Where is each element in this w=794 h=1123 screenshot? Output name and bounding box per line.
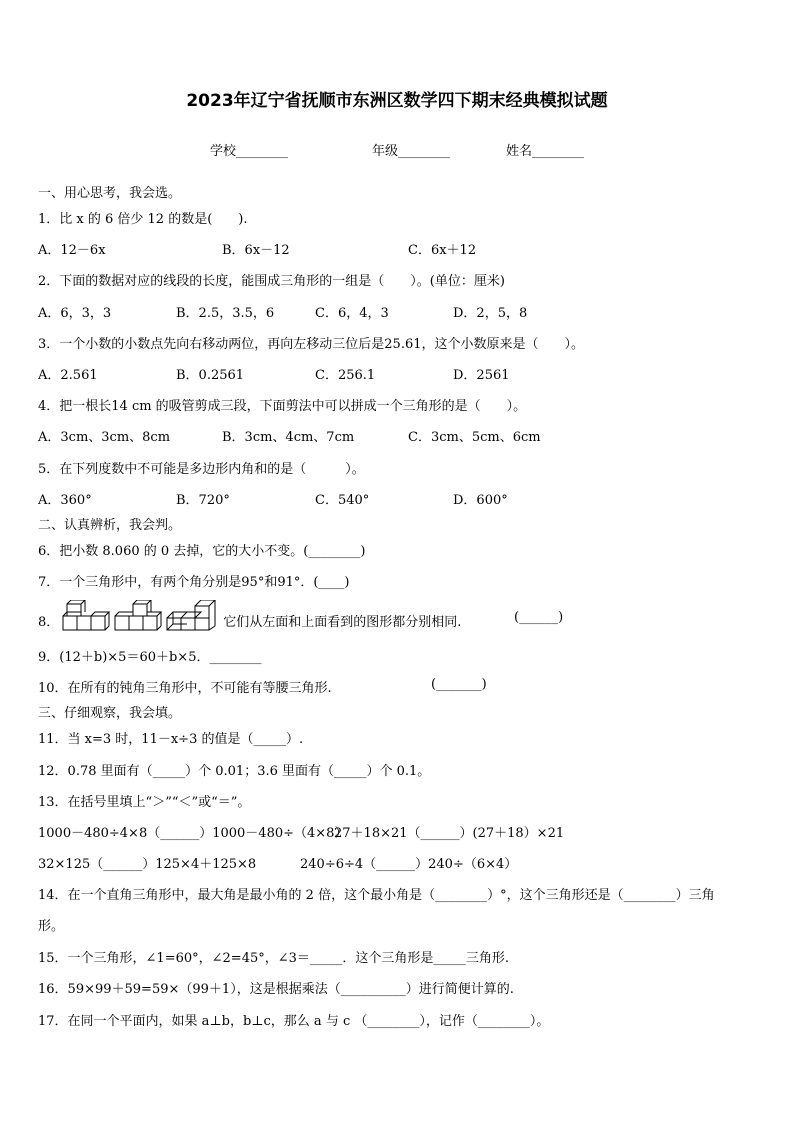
exam-title: 2023年辽宁省抚顺市东洲区数学四下期末经典模拟试题 [186,91,608,111]
school-field: 学校________ [210,144,289,159]
question-7: 7．一个三角形中，有两个角分别是95°和91°．(____) [38,575,350,590]
q1-option-c: C．6x＋12 [408,243,477,258]
question-14-line-1: 14．在一个直角三角形中，最大角是最小角的 2 倍，这个最小角是（________）°，这个三角形还是（________）三角 [38,888,715,903]
q8-text: 它们从左面和上面看到的图形都分别相同. [223,615,462,630]
question-5: 5．在下列度数中不可能是多边形内角和的是（ ）。 [38,462,365,477]
q1-option-b: B．6x－12 [222,243,290,258]
cube-figure-1 [63,600,109,630]
name-field: 姓名________ [506,144,585,159]
q5-option-d: D．600° [453,493,508,508]
q5-option-a: A．360° [38,493,92,508]
section-heading-3: 三、仔细观察，我会填。 [38,706,182,721]
q4-option-b: B．3cm、4cm、7cm [222,430,355,445]
q3-option-d: D．2561 [453,368,510,383]
q1-option-a: A．12－6x [38,243,106,258]
q4-option-c: C．3cm、5cm、6cm [408,430,541,445]
q2-option-d: D．2，5，8 [453,306,528,321]
question-17: 17．在同一个平面内，如果 a⊥b，b⊥c，那么 a 与 c （________），记作（________）。 [38,1014,550,1029]
question-9: 9．(12＋b)×5＝60＋b×5．________ [38,650,262,665]
question-16: 16．59×99＋59=59×（99＋1），这是根据乘法（__________）进行简便计算的. [38,982,514,997]
q8-answer-blank[interactable]: (______) [514,610,564,625]
cube-figure-2 [115,600,161,630]
question-10: 10．在所有的钝角三角形中，不可能有等腰三角形. [38,681,332,696]
question-6: 6．把小数 8.060 的 0 去掉，它的大小不变。(________) [38,544,366,559]
q3-option-a: A．2.561 [38,368,98,383]
q13-compare-1: 1000－480÷4×8（______）1000－480÷（4×8） [38,826,348,841]
question-3: 3．一个小数的小数点先向右移动两位，再向左移动三位后是25.61，这个小数原来是（ ）。 [38,337,584,352]
question-12: 12．0.78 里面有（_____）个 0.01；3.6 里面有（_____）个 0.1。 [38,764,431,779]
question-2: 2．下面的数据对应的线段的长度，能围成三角形的一组是（ ）。(单位：厘米) [38,274,505,289]
q5-option-b: B．720° [176,493,230,508]
cube-figures [61,600,221,638]
q4-option-a: A．3cm、3cm、8cm [38,430,171,445]
q2-option-a: A．6，3，3 [38,306,112,321]
q2-option-b: B．2.5，3.5，6 [176,306,275,321]
question-14-line-2: 形。 [38,919,65,934]
question-8 [38,600,764,638]
q13-compare-4: 240÷6÷4（______）240÷（6×4） [300,857,518,872]
question-15: 15．一个三角形，∠1=60°，∠2=45°，∠3＝_____．这个三角形是_____三角形. [38,951,510,966]
q13-compare-2: 27＋18×21（______）(27＋18）×21 [334,826,565,841]
grade-field: 年级________ [372,144,451,159]
q13-compare-3: 32×125（______）125×4＋125×8 [38,857,257,872]
q3-option-c: C．256.1 [315,368,376,383]
q2-option-c: C．6，4，3 [315,306,389,321]
section-heading-2: 二、认真辨析，我会判。 [38,518,182,533]
question-11: 11．当 x=3 时，11－x÷3 的值是（_____）. [38,732,304,747]
q3-option-b: B．0.2561 [176,368,245,383]
cube-figure-3 [167,600,215,630]
q8-number: 8． [38,615,60,630]
q10-answer-blank[interactable]: (_______) [431,677,487,692]
question-4: 4．把一根长14 cm 的吸管剪成三段，下面剪法中可以拼成一个三角形的是（ ）。 [38,399,527,414]
question-13: 13．在括号里填上“＞”“＜”或“＝”。 [38,795,251,810]
q5-option-c: C．540° [315,493,370,508]
question-1: 1．比 x 的 6 倍少 12 的数是( ). [38,212,248,227]
section-heading-1: 一、用心思考，我会选。 [38,186,182,201]
